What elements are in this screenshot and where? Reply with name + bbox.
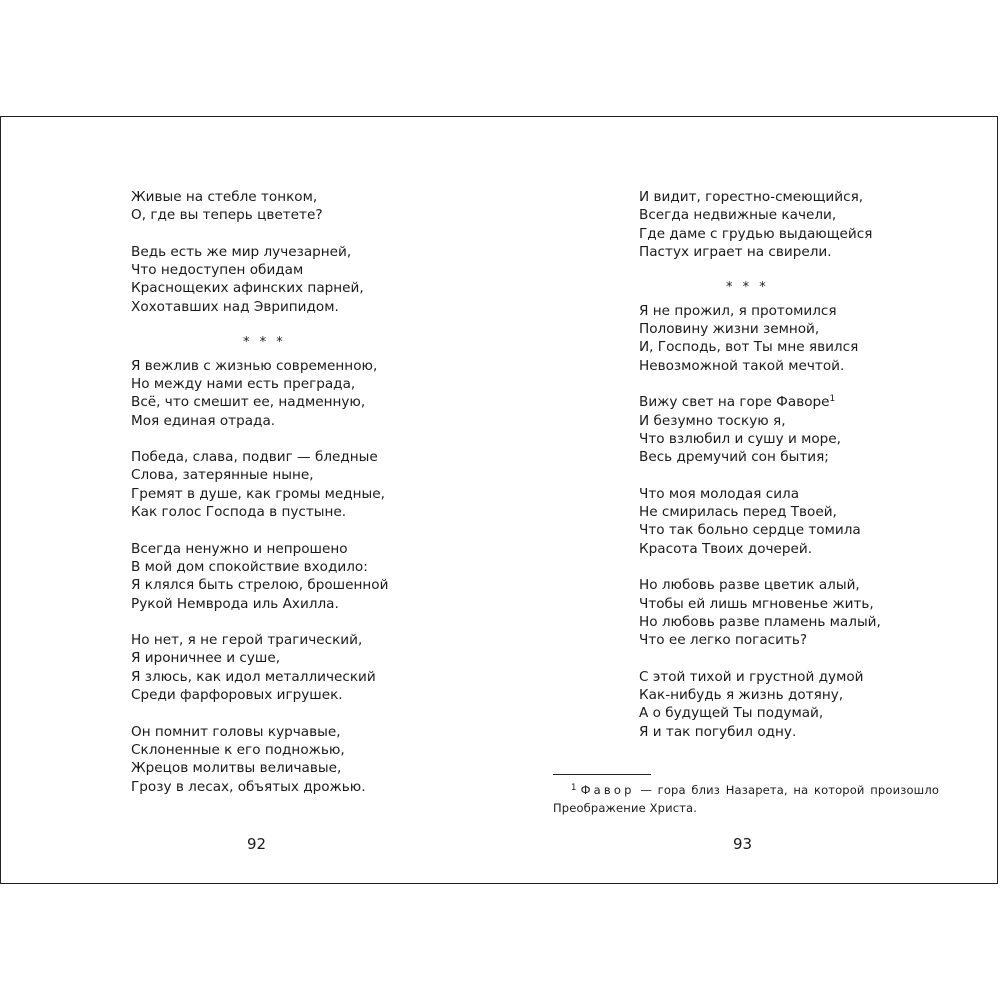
poem-line: Половину жизни земной, bbox=[639, 321, 820, 338]
poem-line: Гремят в душе, как громы медные, bbox=[131, 485, 385, 502]
section-separator: * * * bbox=[726, 280, 769, 296]
left-stanza-group-a bbox=[131, 188, 388, 316]
poem-line: Я и так погубил одну. bbox=[639, 723, 797, 740]
poem-line: О, где вы теперь цветете? bbox=[131, 207, 323, 224]
footnote-mark: 1 bbox=[571, 783, 577, 793]
poem-line: В мой дом спокойствие входило: bbox=[131, 558, 368, 575]
poem-line: Не смирилась перед Твоей, bbox=[639, 504, 837, 521]
poem-line: Моя единая отрада. bbox=[131, 412, 276, 429]
right-page bbox=[501, 117, 999, 883]
poem-line: Что взлюбил и сушу и море, bbox=[639, 430, 841, 447]
poem-line: Ведь есть же мир лучезарней, bbox=[131, 243, 352, 260]
poem-line: И видит, горестно-смеющийся, bbox=[639, 189, 864, 205]
stanza bbox=[131, 540, 388, 613]
stanza bbox=[131, 448, 388, 521]
section-separator: * * * bbox=[243, 335, 286, 351]
poem-line: Пастух играет на свирели. bbox=[639, 243, 832, 260]
stanza bbox=[639, 393, 881, 466]
stanza bbox=[639, 668, 881, 741]
footnote-reference[interactable]: 1 bbox=[829, 394, 836, 405]
poem-line: Как голос Господа в пустыне. bbox=[131, 504, 347, 521]
poem-line: Но нет, я не герой трагический, bbox=[131, 632, 363, 649]
poem-line: Среди фарфоровых игрушек. bbox=[131, 687, 343, 704]
poem-line: Всё, что смешит ее, надменную, bbox=[131, 394, 366, 411]
page-number-left: 92 bbox=[247, 835, 267, 853]
poem-line: Я ироничнее и суше, bbox=[131, 650, 281, 667]
poem-line: Что моя молодая сила bbox=[639, 485, 800, 502]
footnote-term: Фавор bbox=[580, 783, 635, 797]
poem-line: Грозу в лесах, объятых дрожью. bbox=[131, 778, 366, 795]
poem-line: Я клялся быть стрелою, брошенной bbox=[131, 577, 389, 594]
poem-line: Я вежлив с жизнью современною, bbox=[131, 357, 378, 374]
poem-line: Невозможной такой мечтой. bbox=[639, 357, 845, 374]
book-spread bbox=[0, 116, 998, 884]
stanza bbox=[131, 723, 388, 796]
left-stanza-group-b bbox=[131, 357, 388, 796]
poem-line: Но между нами есть преграда, bbox=[131, 375, 356, 392]
right-stanza-group-c bbox=[639, 485, 881, 741]
poem-line: Рукой Немврода иль Ахилла. bbox=[131, 595, 339, 612]
poem-line: Он помнит головы курчавые, bbox=[131, 723, 341, 740]
poem-line: Что недоступен обидам bbox=[131, 262, 304, 279]
poem-line: Где даме с грудью выдающейся bbox=[639, 225, 873, 242]
poem-line: Что ее легко погасить? bbox=[639, 632, 808, 649]
poem-line: Склоненные к его подножью, bbox=[131, 741, 345, 758]
poem-line: Но любовь разве пламень малый, bbox=[639, 613, 881, 630]
poem-line: Слова, затерянные ныне, bbox=[131, 467, 314, 484]
poem-line: Но любовь разве цветик алый, bbox=[639, 577, 860, 594]
poem-line: А о будущей Ты подумай, bbox=[639, 705, 824, 722]
stanza bbox=[131, 243, 388, 316]
page-number-right: 93 bbox=[733, 835, 753, 853]
left-poem-column bbox=[131, 188, 388, 814]
poem-line: Я не прожил, я протомился bbox=[639, 302, 837, 319]
poem-line: Весь дремучий сон бытия; bbox=[639, 449, 829, 466]
poem-line: Красота Твоих дочерей. bbox=[639, 540, 813, 557]
stanza bbox=[639, 485, 881, 558]
right-stanza-group-a bbox=[639, 188, 881, 261]
stanza-lines bbox=[639, 412, 881, 467]
stanza bbox=[639, 576, 881, 649]
stanza bbox=[639, 302, 881, 375]
stanza bbox=[639, 188, 881, 261]
footnote-text: — гора близ Назарета, на которой произошло Преображение Христа. bbox=[553, 783, 939, 815]
poem-line bbox=[639, 393, 881, 411]
poem-line: Как-нибудь я жизнь дотяну, bbox=[639, 687, 844, 704]
poem-line: Живые на стебле тонком, bbox=[131, 189, 318, 205]
poem-line: Хохотавших над Эврипидом. bbox=[131, 298, 339, 315]
poem-line: Краснощеких афинских парней, bbox=[131, 280, 364, 297]
stanza bbox=[131, 188, 388, 225]
poem-line: Что так больно сердце томила bbox=[639, 522, 861, 539]
footnote bbox=[553, 782, 939, 817]
poem-line: И безумно тоскую я, bbox=[639, 412, 786, 429]
poem-line: Победа, слава, подвиг — бледные bbox=[131, 449, 378, 466]
poem-line: Жрецов молитвы величавые, bbox=[131, 760, 342, 777]
stanza bbox=[131, 357, 388, 430]
left-page bbox=[1, 117, 501, 883]
poem-line: Всегда недвижные качели, bbox=[639, 207, 837, 224]
stanza bbox=[131, 631, 388, 704]
right-poem-column bbox=[639, 188, 881, 759]
poem-line: И, Господь, вот Ты мне явился bbox=[639, 339, 859, 356]
poem-line-text: Вижу свет на горе Фаворе bbox=[639, 394, 830, 411]
poem-line: Всегда ненужно и непрошено bbox=[131, 540, 348, 557]
poem-line: Я злюсь, как идол металлический bbox=[131, 668, 376, 685]
poem-line: С этой тихой и грустной думой bbox=[639, 668, 864, 685]
poem-line: Чтобы ей лишь мгновенье жить, bbox=[639, 595, 874, 612]
footnote-divider bbox=[553, 774, 651, 775]
